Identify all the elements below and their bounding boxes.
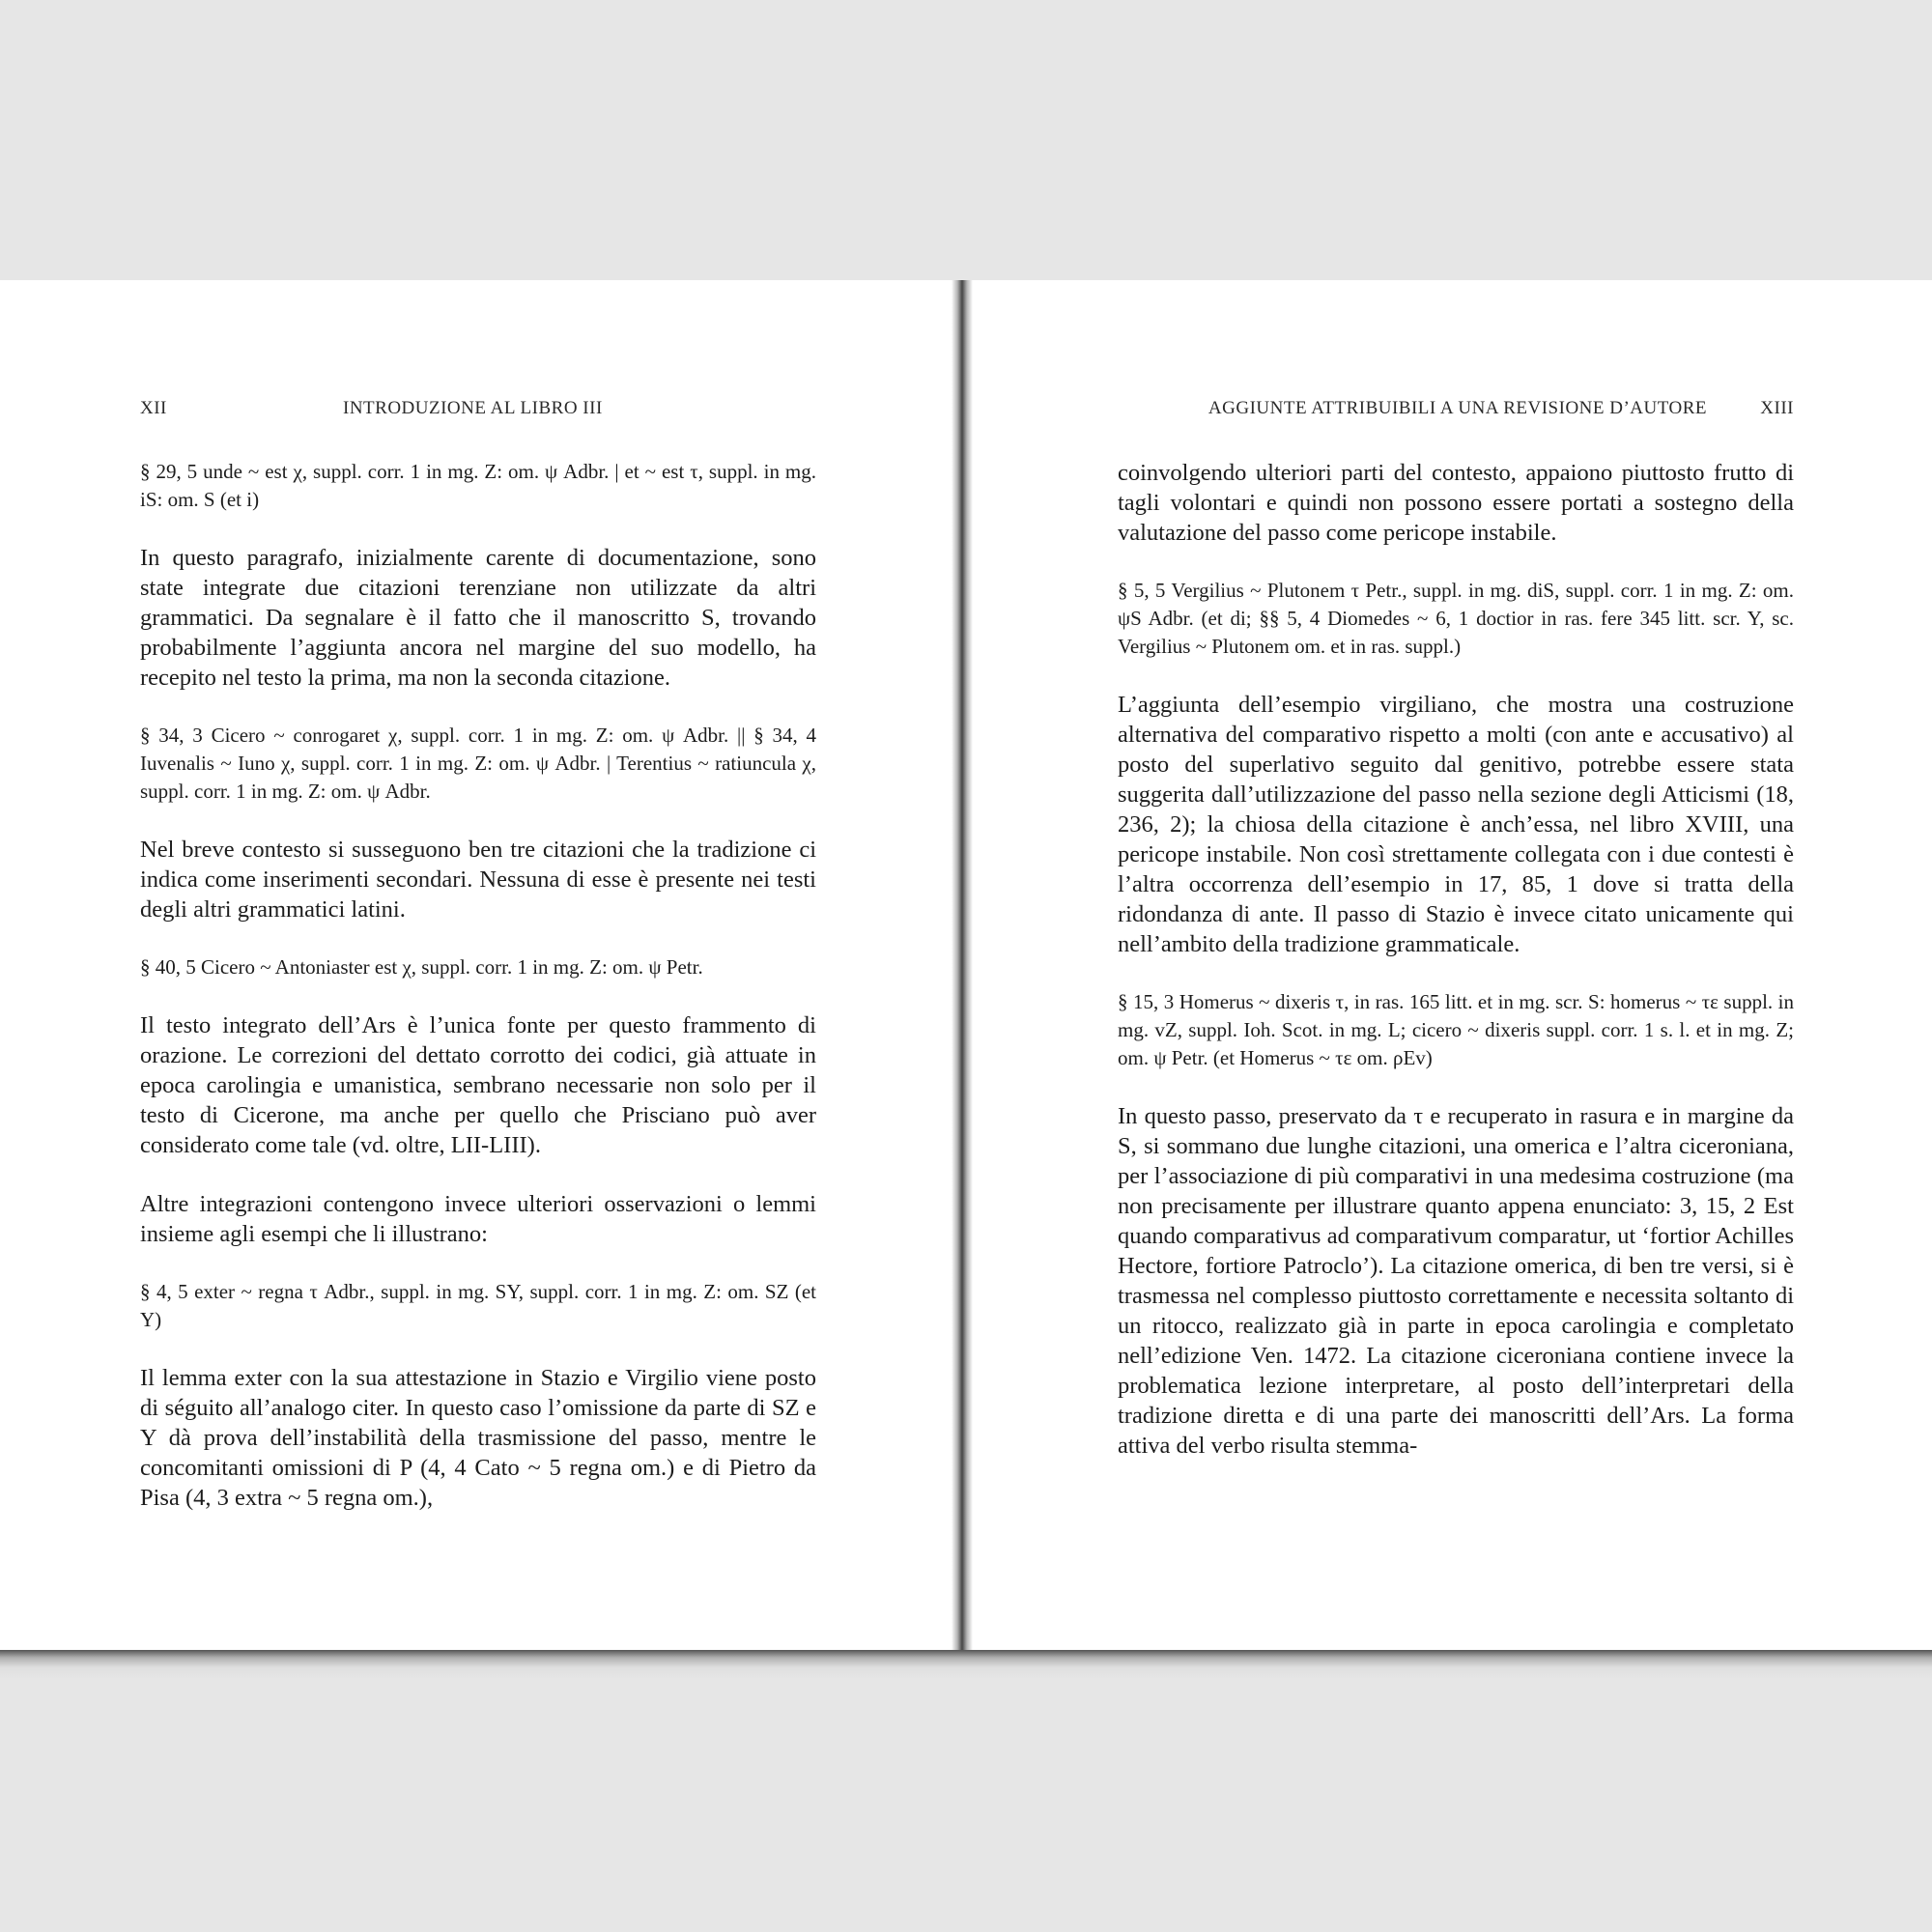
left-body-text [140, 458, 816, 1542]
paragraph: In questo paragrafo, inizialmente carente di documentazione, sono state integrate due citazioni terenziane non utilizzate da altri grammatici. Da segnalare è il fatto che il manoscritto S, trovando probabilmente l’aggiunta ancora nel margine del suo modello, ha recepito nel testo la prima, ma non la seconda citazione. [140, 545, 816, 691]
apparatus-entry: § 4, 5 exter ~ regna τ Adbr., suppl. in mg. SY, suppl. corr. 1 in mg. Z: om. SZ (et Y) [140, 1280, 816, 1331]
running-title: AGGIUNTE ATTRIBUIBILI A UNA REVISIONE D’AUTORE [1208, 398, 1707, 418]
paragraph: In questo passo, preservato da τ e recuperato in rasura e in margine da S, si sommano due lunghe citazioni, una omerica e l’altra ciceroniana, per l’associazione di più comparativi in una medesima costruzione (ma non precisamente per illustrare quanto appena enunciato: 3, 15, 2 Est quando comparativus ad comparativum comparatur, ut ‘fortior Achilles Hectore, fortiore Patroclo’). La citazione omerica, di ben tre versi, si è trasmessa nel complesso piuttosto correttamente e necessita soltanto di un ritocco, realizzato già in parte in epoca carolingia e completato nell’edizione Ven. 1472. La citazione ciceroniana contiene invece la problematica lezione interpretare, al posto dell’interpretari della tradizione diretta e di una parte dei manoscritti dell’Ars. La forma attiva del verbo risulta stemma- [1118, 1103, 1794, 1459]
running-title: INTRODUZIONE AL LIBRO III [343, 398, 603, 418]
apparatus-entry: § 5, 5 Vergilius ~ Plutonem τ Petr., suppl. in mg. diS, suppl. corr. 1 in mg. Z: om. ψS Adbr. (et di; §§ 5, 4 Diomedes ~ 6, 1 doctior in ras. fere 345 litt. scr. Y, sc. Vergilius ~ Plutonem om. et in ras. suppl.) [1118, 579, 1794, 658]
right-body-text [1118, 458, 1794, 1490]
apparatus-entry: § 40, 5 Cicero ~ Antoniaster est χ, suppl. corr. 1 in mg. Z: om. ψ Petr. [140, 955, 703, 979]
apparatus-entry: § 34, 3 Cicero ~ conrogaret χ, suppl. corr. 1 in mg. Z: om. ψ Adbr. || § 34, 4 Iuvenalis ~ Iuno χ, suppl. corr. 1 in mg. Z: om. ψ Adbr. | Terentius ~ ratiuncula χ, suppl. corr. 1 in mg. Z: om. ψ Adbr. [140, 724, 816, 803]
page-number: XIII [1760, 398, 1794, 418]
page-edge-shadow [0, 1650, 1932, 1679]
apparatus-entry: § 15, 3 Homerus ~ dixeris τ, in ras. 165 litt. et in mg. scr. S: homerus ~ τε suppl. in mg. vZ, suppl. Ioh. Scot. in mg. L; cicero ~ dixeris suppl. corr. 1 s. l. et in mg. Z; om. ψ Petr. (et Homerus ~ τε om. ρEv) [1118, 990, 1794, 1069]
paragraph: Nel breve contesto si susseguono ben tre citazioni che la tradizione ci indica come inserimenti secondari. Nessuna di esse è presente nei testi degli altri grammatici latini. [140, 837, 816, 923]
page-number: XII [140, 398, 167, 418]
right-running-head [1118, 398, 1794, 427]
apparatus-entry: § 29, 5 unde ~ est χ, suppl. corr. 1 in mg. Z: om. ψ Adbr. | et ~ est τ, suppl. in mg. iS: om. S (et i) [140, 460, 816, 511]
book-gutter [952, 280, 973, 1650]
paragraph: Il testo integrato dell’Ars è l’unica fonte per questo frammento di orazione. Le correzioni del dettato corrotto dei codici, già attuate in epoca carolingia e umanistica, sembrano necessarie non solo per il testo di Cicerone, ma anche per quello che Prisciano può aver considerato come tale (vd. oltre, LII-LIII). [140, 1012, 816, 1158]
paragraph: L’aggiunta dell’esempio virgiliano, che mostra una costruzione alternativa del comparativo rispetto a molti (con ante e accusativo) al posto del superlativo seguito dal genitivo, potrebbe essere stata suggerita dall’utilizzazione del passo nella sezione degli Atticismi (18, 236, 2); la chiosa della citazione è anch’essa, nel libro XVIII, una pericope instabile. Non così strettamente collegata con i due contesti è l’altra occorrenza dell’esempio in 17, 85, 1 dove si tratta della ridondanza di ante. Il passo di Stazio è invece citato unicamente qui nell’ambito della tradizione grammaticale. [1118, 692, 1794, 957]
paragraph: coinvolgendo ulteriori parti del contesto, appaiono piuttosto frutto di tagli volontari e quindi non possono essere portati a sostegno della valutazione del passo come pericope instabile. [1118, 460, 1794, 546]
left-running-head [140, 398, 816, 427]
paragraph: Altre integrazioni contengono invece ulteriori osservazioni o lemmi insieme agli esempi che li illustrano: [140, 1191, 816, 1247]
paragraph: Il lemma exter con la sua attestazione in Stazio e Virgilio viene posto di séguito all’analogo citer. In questo caso l’omissione da parte di SZ e Y dà prova dell’instabilità della trasmissione del passo, mentre le concomitanti omissioni di P (4, 4 Cato ~ 5 regna om.) e di Pietro da Pisa (4, 3 extra ~ 5 regna om.), [140, 1365, 816, 1511]
